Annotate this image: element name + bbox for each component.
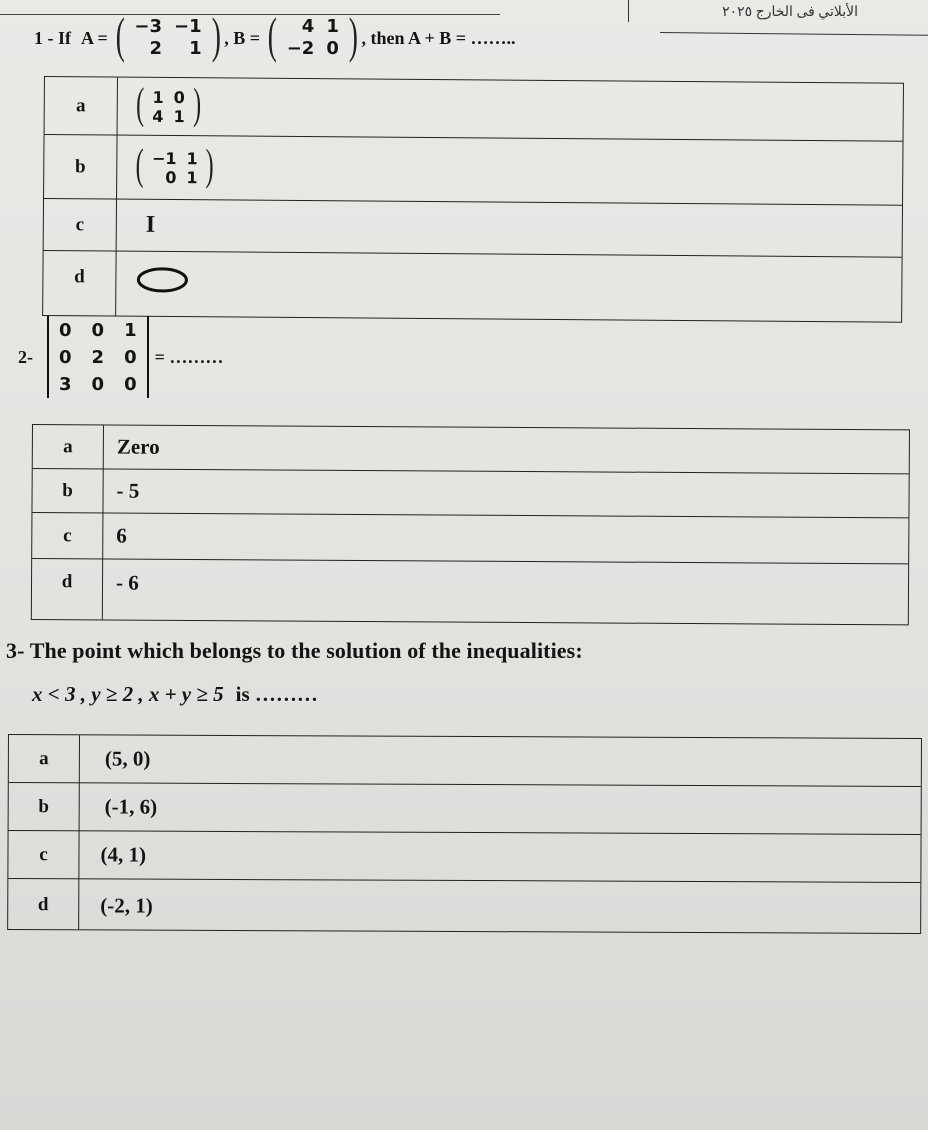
- option-d[interactable]: [8, 879, 920, 935]
- option-letter: a: [63, 435, 73, 457]
- matrix-cell: 1: [326, 16, 339, 37]
- option-text: (4, 1): [100, 842, 147, 867]
- matrix-cell: −1: [151, 148, 177, 168]
- option-letter: d: [74, 266, 85, 288]
- option-letter: b: [74, 155, 86, 177]
- header-divider: [628, 0, 629, 22]
- question-1: [34, 7, 516, 63]
- option-letter: c: [39, 843, 48, 865]
- option-text: - 6: [115, 570, 139, 595]
- determinant: [47, 316, 149, 398]
- matrix-row: [147, 106, 189, 125]
- option-a-matrix: [133, 78, 205, 136]
- question-1-number: 1 - If: [34, 27, 71, 48]
- question-3-tail: is ………: [235, 682, 318, 706]
- left-paren: (: [267, 7, 277, 63]
- question-3-inequalities: [32, 682, 318, 707]
- matrix-A: [112, 7, 225, 63]
- option-letter: d: [61, 571, 73, 593]
- option-letter: c: [75, 213, 85, 235]
- option-c[interactable]: [32, 513, 908, 564]
- question-3-text: 3- The point which belongs to the solution of the inequalities:: [6, 638, 583, 663]
- option-letter: a: [75, 94, 86, 116]
- matrix-cell: 0: [173, 87, 185, 107]
- matrix-row: [281, 38, 345, 60]
- option-letter: b: [38, 795, 50, 817]
- matrix-cell: 0: [91, 373, 105, 395]
- header-title: الأبلاتي فى الخارج ٢٠٢٥: [722, 5, 858, 20]
- matrix-row: [281, 16, 345, 38]
- left-paren: (: [135, 78, 145, 128]
- matrix-cell: 2: [149, 38, 163, 59]
- matrix-cell: 1: [173, 106, 185, 126]
- zero-matrix-symbol: [135, 242, 190, 318]
- inequalities: x < 3 , y ≥ 2 , x + y ≥ 5: [32, 682, 224, 706]
- header-rule: [660, 32, 928, 36]
- matrix-cell: −1: [174, 16, 202, 37]
- option-a[interactable]: [33, 425, 909, 474]
- question-3-options: [7, 734, 922, 934]
- matrix-cell: 0: [59, 319, 72, 341]
- option-text: Zero: [116, 434, 160, 459]
- matrix-row: [49, 371, 147, 398]
- left-paren: (: [135, 139, 144, 189]
- matrix-cell: 2: [91, 346, 105, 368]
- option-d[interactable]: [43, 251, 901, 324]
- matrix: [133, 78, 205, 128]
- matrix-row: [128, 38, 207, 60]
- matrix-cell: 0: [59, 346, 72, 368]
- right-paren: ): [348, 7, 358, 63]
- matrix-cell: 1: [152, 87, 164, 107]
- option-c[interactable]: [8, 831, 920, 883]
- matrix-row: [128, 16, 207, 38]
- matrix-cell: 1: [124, 319, 137, 341]
- matrix-cell: 0: [124, 373, 137, 395]
- right-paren: ): [211, 7, 221, 63]
- question-1-a-label: A =: [81, 27, 108, 48]
- matrix-cell: 1: [189, 38, 202, 59]
- matrix-row: [147, 148, 203, 167]
- matrix-cell: 0: [124, 346, 137, 368]
- question-1-options: [42, 76, 904, 323]
- option-letter: b: [62, 479, 73, 501]
- option-letter: d: [37, 894, 49, 916]
- question-1-b-label: , B =: [224, 27, 261, 48]
- option-text: (-1, 6): [104, 794, 158, 819]
- option-text: (-2, 1): [100, 892, 153, 918]
- matrix-row: [147, 167, 203, 186]
- top-rule: [0, 14, 500, 15]
- option-b[interactable]: [44, 135, 902, 206]
- matrix-cell: 0: [165, 167, 177, 187]
- question-1-tail: , then A + B = ……..: [361, 27, 516, 48]
- option-text: (5, 0): [104, 746, 151, 771]
- option-text: 6: [116, 523, 127, 548]
- question-2-options: [31, 424, 910, 625]
- matrix-cell: 3: [59, 373, 72, 395]
- option-c-text: I: [145, 211, 156, 238]
- matrix-row: [49, 344, 147, 371]
- question-2-number: 2-: [18, 346, 33, 367]
- matrix: [132, 139, 217, 189]
- question-2-tail: = ………: [154, 346, 224, 367]
- right-paren: ): [192, 78, 202, 128]
- matrix-row: [147, 87, 189, 106]
- matrix-row: [49, 317, 147, 344]
- left-paren: (: [115, 7, 125, 63]
- matrix-cell: 0: [91, 319, 105, 341]
- option-b[interactable]: [9, 783, 921, 835]
- right-paren: ): [205, 139, 215, 189]
- option-a[interactable]: [9, 735, 921, 787]
- option-letter: c: [63, 524, 72, 546]
- question-2: [18, 316, 223, 398]
- matrix-cell: 0: [326, 38, 339, 59]
- option-b-matrix: [132, 136, 217, 200]
- matrix-B: [264, 7, 361, 63]
- matrix-cell: 4: [152, 106, 164, 126]
- option-letter: a: [39, 747, 49, 769]
- matrix-cell: 4: [301, 16, 315, 37]
- matrix-cell: 1: [186, 148, 198, 168]
- option-d[interactable]: [32, 559, 908, 626]
- matrix-cell: 1: [186, 167, 198, 187]
- zero-matrix-icon: [135, 265, 189, 295]
- option-text: - 5: [116, 478, 140, 503]
- matrix-cell: −3: [134, 16, 163, 37]
- determinant-right-bar: [147, 316, 149, 398]
- option-a[interactable]: [45, 77, 903, 142]
- option-b[interactable]: [32, 469, 908, 518]
- matrix-cell: −2: [286, 38, 315, 59]
